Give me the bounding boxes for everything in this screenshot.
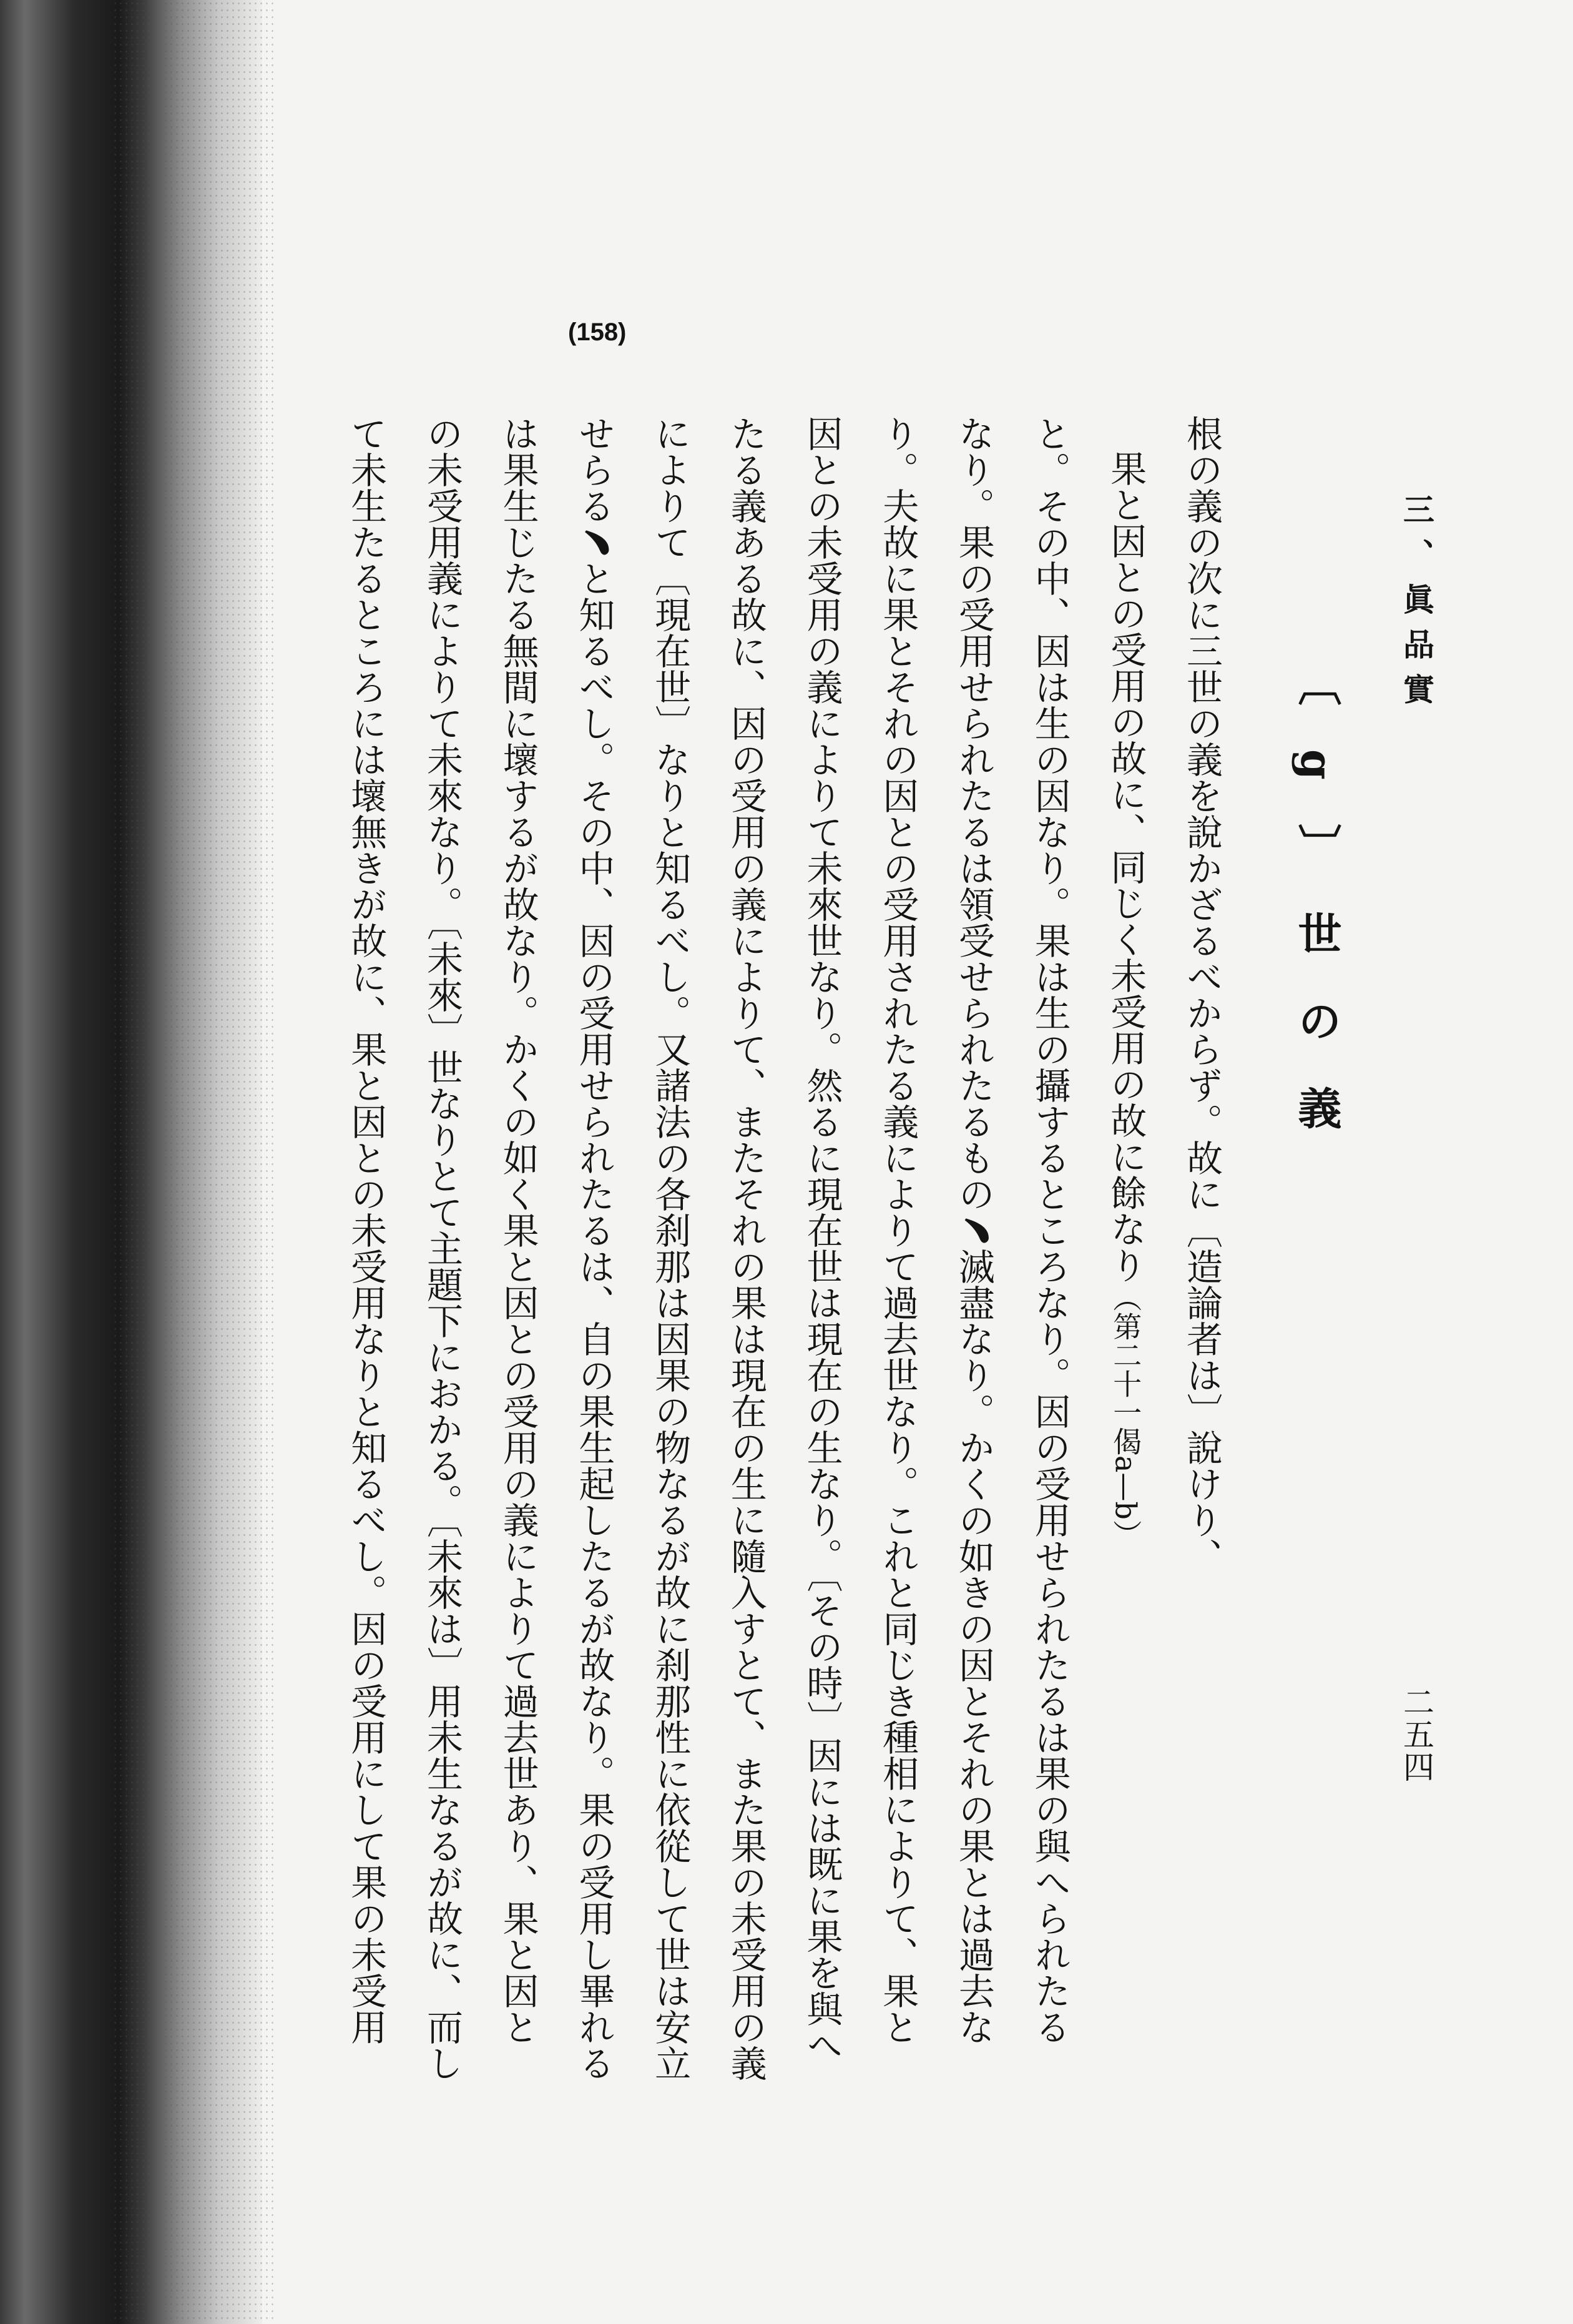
text-line-10: は果生じたる無間に壞するが故なり。かくの如く果と因との受用の義によりて過去世あり、果と因と <box>496 415 539 2045</box>
text-line-5: り。夫故に果とそれの因との受用されたる義によりて過去世なり。これと同じき種相によりて、果と <box>876 415 919 2045</box>
text-line-6: 因との未受用の義によりて未來世なり。然るに現在世は現在の生なり。〔その時〕因には既に果を與へ <box>800 415 843 2063</box>
page-number: 二五四 <box>1398 1686 1434 1783</box>
verse-line <box>1087 415 1164 2301</box>
text-line-8: によりて〔現在世〕なりと知るべし。又諸法の各刹那は因果の物なるが故に刹那性に依從して世は安立 <box>649 415 692 2081</box>
text-line-1: 根の義の次に三世の義を說かざるべからず。故に〔造論者は〕說けり、 <box>1180 415 1223 1574</box>
text-line-3: と。その中、因は生の因なり。果は生の攝するところなり。因の受用せられたるは果の與へられたる <box>1028 415 1071 2045</box>
body-text <box>328 415 1239 2301</box>
verse-citation: （第二十一偈a—b） <box>1109 1283 1143 1549</box>
verse-text: 果と因との受用の故に、同じく未受用の故に餘なり <box>1104 450 1147 1283</box>
text-line-7: たる義ある故に、因の受用の義によりて、またそれの果は現在の生に隨入すとて、また果の未受用の義 <box>724 415 767 2081</box>
text-line-12: て未生たるところには壞無きが故に、果と因との未受用なりと知るべし。因の受用にして果の未受用 <box>345 415 388 2045</box>
text-line-9: せらる﹅と知るべし。その中、因の受用せられたるは、自の果生起したるが故なり。果の受用し畢れる <box>572 415 615 2081</box>
scan-gutter-noise <box>112 0 275 2324</box>
section-heading: 〔g〕世の義 <box>1291 662 1343 1173</box>
section-label: 三、眞品實 <box>1398 493 1435 718</box>
text-line-4: なり。果の受用せられたるは領受せられたるもの﹅滅盡なり。かくの如きの因とそれの果とは過去な <box>952 415 995 2045</box>
original-page-number: (158) <box>568 318 627 346</box>
text-line-11: の未受用義によりて未來なり。〔未來〕世なりとて主題下におかる。〔未來は〕用未生なるが故に、而し <box>420 415 463 2081</box>
